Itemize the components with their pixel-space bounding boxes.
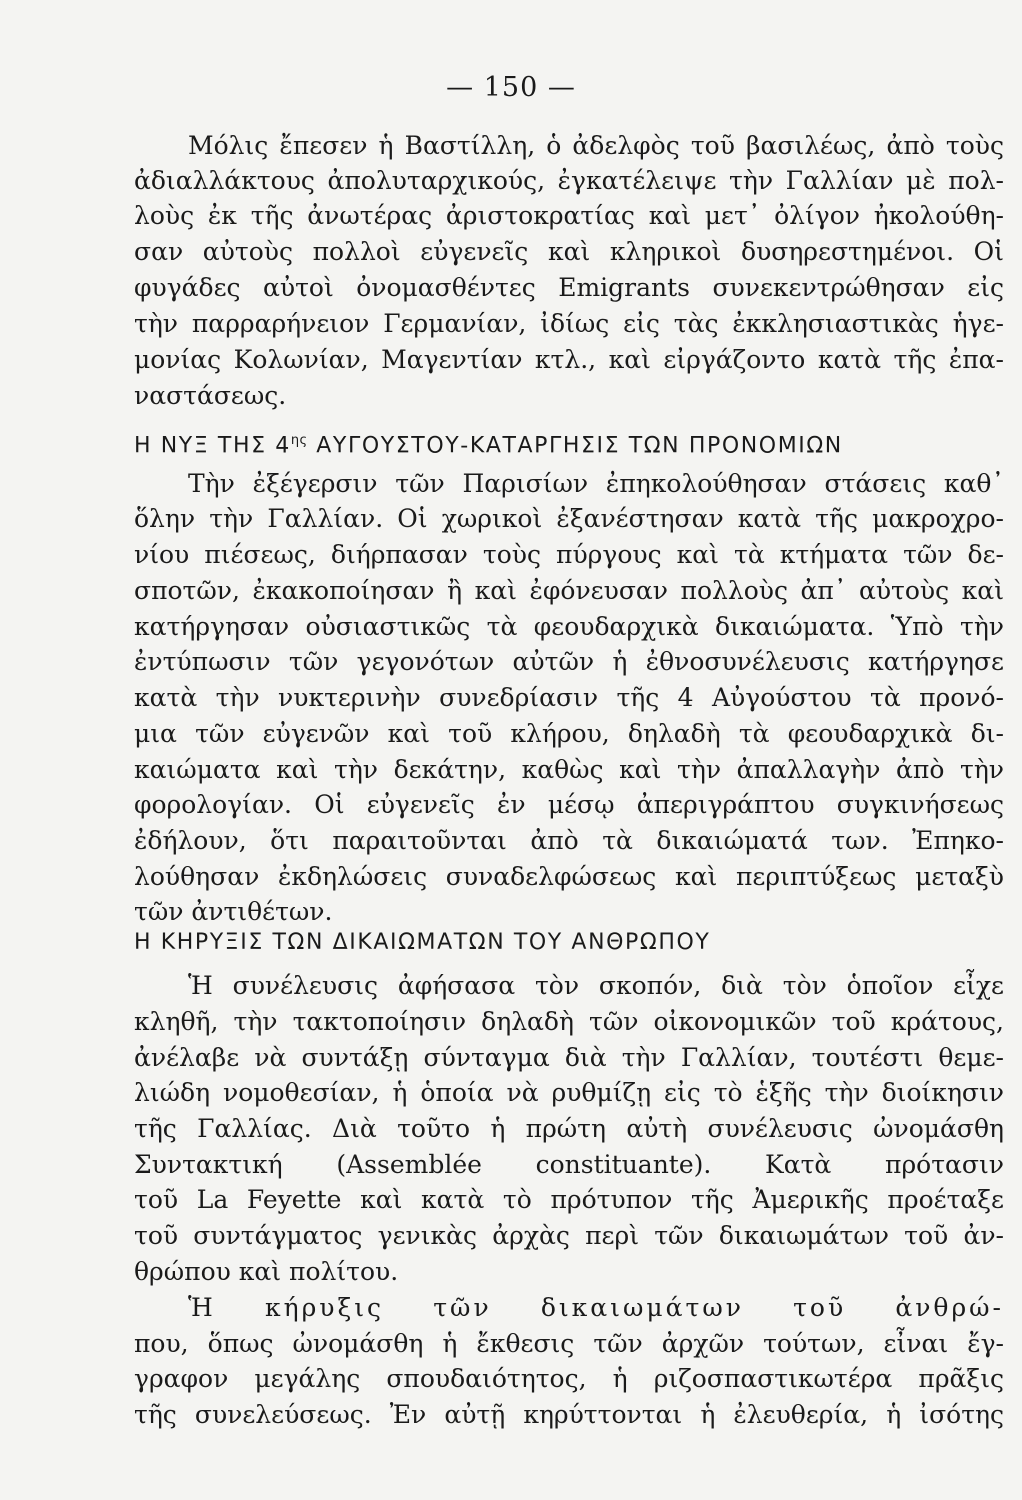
text-line: κατὰ τὴν νυκτερινὴν συνεδρίασιν τῆς 4 Αὐγούστου τὰ προνό- [134, 683, 1004, 712]
text-line: νίου πιέσεως, διήρπασαν τοὺς πύργους καὶ τὰ κτήματα τῶν δε- [134, 540, 1004, 569]
text-line: τοῦ La Feyette καὶ κατὰ τὸ πρότυπον τῆς Ἀμερικῆς προέταξε [134, 1185, 1004, 1214]
text-line: γραφον μεγάλης σπουδαιότητος, ἡ ριζοσπαστικωτέρα πρᾶξις [134, 1364, 1004, 1393]
text-line: Ἡ συνέλευσις ἀφήσασα τὸν σκοπόν, διὰ τὸν ὁποῖον εἶχε [188, 971, 1004, 1000]
text-line: σποτῶν, ἐκακοποίησαν ἢ καὶ ἐφόνευσαν πολλοὺς ἀπ᾽ αὐτοὺς καὶ [134, 576, 1004, 605]
text-line: Ἡ κήρυξις τῶν δικαιωμάτων τοῦ ἀνθρώ- [188, 1293, 1004, 1322]
text-line: ἐντύπωσιν τῶν γεγονότων αὐτῶν ἡ ἐθνοσυνέλευσις κατήργησε [134, 647, 1004, 676]
heading-text-start: Η ΝΥΞ ΤΗΣ 4 [134, 433, 291, 459]
text-line: ναστάσεως. [134, 381, 287, 410]
text-line: τοῦ συντάγματος γενικὰς ἀρχὰς περὶ τῶν δικαιωμάτων τοῦ ἀν- [134, 1221, 1004, 1250]
text-line: τῆς Γαλλίας. Διὰ τοῦτο ἡ πρώτη αὐτὴ συνέλευσις ὠνομάσθη [134, 1114, 1004, 1143]
text-line: καιώματα καὶ τὴν δεκάτην, καθὼς καὶ τὴν ἀπαλλαγὴν ἀπὸ τὴν [134, 755, 1004, 784]
text-line: λιώδη νομοθεσίαν, ἡ ὁποία νὰ ρυθμίζῃ εἰς τὸ ἑξῆς τὴν διοίκησιν [134, 1078, 1004, 1107]
section-heading: Η ΚΗΡΥΞΙΣ ΤΩΝ ΔΙΚΑΙΩΜΑΤΩΝ ΤΟΥ ΑΝΘΡΩΠΟΥ [134, 930, 711, 955]
heading-text-end: ΑΥΓΟΥΣΤΟΥ-ΚΑΤΑΡΓΗΣΙΣ ΤΩΝ ΠΡΟΝΟΜΙΩΝ [307, 433, 843, 459]
paragraph-declaration-of-rights [134, 1290, 1004, 1438]
paragraph-constituent-assembly [134, 968, 1004, 1292]
paragraph-abolition-of-privileges [134, 466, 1004, 936]
text-line: ἀνέλαβε νὰ συντάξῃ σύνταγμα διὰ τὴν Γαλλίαν, τουτέστι θεμε- [134, 1043, 1004, 1072]
text-line: μονίας Κολωνίαν, Μαγεντίαν κτλ., καὶ εἰργάζοντο κατὰ τῆς ἐπα- [134, 345, 1004, 374]
text-line: που, ὅπως ὠνομάσθη ἡ ἔκθεσις τῶν ἀρχῶν τούτων, εἶναι ἔγ- [134, 1329, 1004, 1358]
text-line: ἐδήλουν, ὅτι παραιτοῦνται ἀπὸ τὰ δικαιώματά των. Ἐπηκο- [134, 826, 1004, 855]
text-line: λοὺς ἐκ τῆς ἀνωτέρας ἀριστοκρατίας καὶ μετ᾽ ὀλίγον ἠκολούθη- [134, 201, 1004, 230]
text-line: τῶν ἀντιθέτων. [134, 897, 333, 926]
text-line: κληθῆ, τὴν τακτοποίησιν δηλαδὴ τῶν οἰκονομικῶν τοῦ κράτους, [134, 1007, 1004, 1036]
text-line: ὅλην τὴν Γαλλίαν. Οἱ χωρικοὶ ἐξανέστησαν κατὰ τῆς μακροχρο- [134, 504, 1004, 533]
text-line: σαν αὐτοὺς πολλοὶ εὐγενεῖς καὶ κληρικοὶ δυσηρεστημένοι. Οἱ [134, 237, 1004, 266]
text-line: μια τῶν εὐγενῶν καὶ τοῦ κλήρου, δηλαδὴ τὰ φεουδαρχικὰ δι- [134, 719, 1004, 748]
text-line: φορολογίαν. Οἱ εὐγενεῖς ἐν μέσῳ ἀπεριγράπτου συγκινήσεως [134, 790, 1004, 819]
text-line: Συντακτική (Assemblée constituante). Κατὰ πρότασιν [134, 1150, 1004, 1179]
page-number: — 150 — [446, 72, 576, 103]
text-line: τῆς συνελεύσεως. Ἐν αὐτῇ κηρύττονται ἡ ἐλευθερία, ἡ ἰσότης [134, 1400, 1004, 1429]
section-heading-declaration [134, 928, 1004, 960]
text-line: ἀδιαλλάκτους ἀπολυταρχικούς, ἐγκατέλειψε τὴν Γαλλίαν μὲ πολ- [134, 166, 1004, 195]
ordinal-superscript: ης [290, 433, 308, 448]
text-line: φυγάδες αὐτοὶ ὀνομασθέντες Emigrants συνεκεντρώθησαν εἰς [134, 273, 1004, 302]
text-line: τὴν παρραρήνειον Γερμανίαν, ἰδίως εἰς τὰς ἐκκλησιαστικὰς ἡγε- [134, 309, 1004, 338]
paragraph-emigrants [134, 128, 1004, 418]
text-line: θρώπου καὶ πολίτου. [134, 1257, 399, 1286]
text-line: κατήργησαν οὐσιαστικῶς τὰ φεουδαρχικὰ δικαιώματα. Ὑπὸ τὴν [134, 612, 1004, 641]
text-line: Μόλις ἔπεσεν ἡ Βαστίλλη, ὁ ἀδελφὸς τοῦ βασιλέως, ἀπὸ τοὺς [188, 131, 1004, 160]
section-heading [134, 426, 843, 461]
text-line: Τὴν ἐξέγερσιν τῶν Παρισίων ἐπηκολούθησαν στάσεις καθ᾽ [188, 469, 1004, 498]
section-heading-august-4 [134, 426, 1004, 458]
text-line: λούθησαν ἐκδηλώσεις συναδελφώσεως καὶ περιπτύξεως μεταξὺ [134, 862, 1004, 891]
